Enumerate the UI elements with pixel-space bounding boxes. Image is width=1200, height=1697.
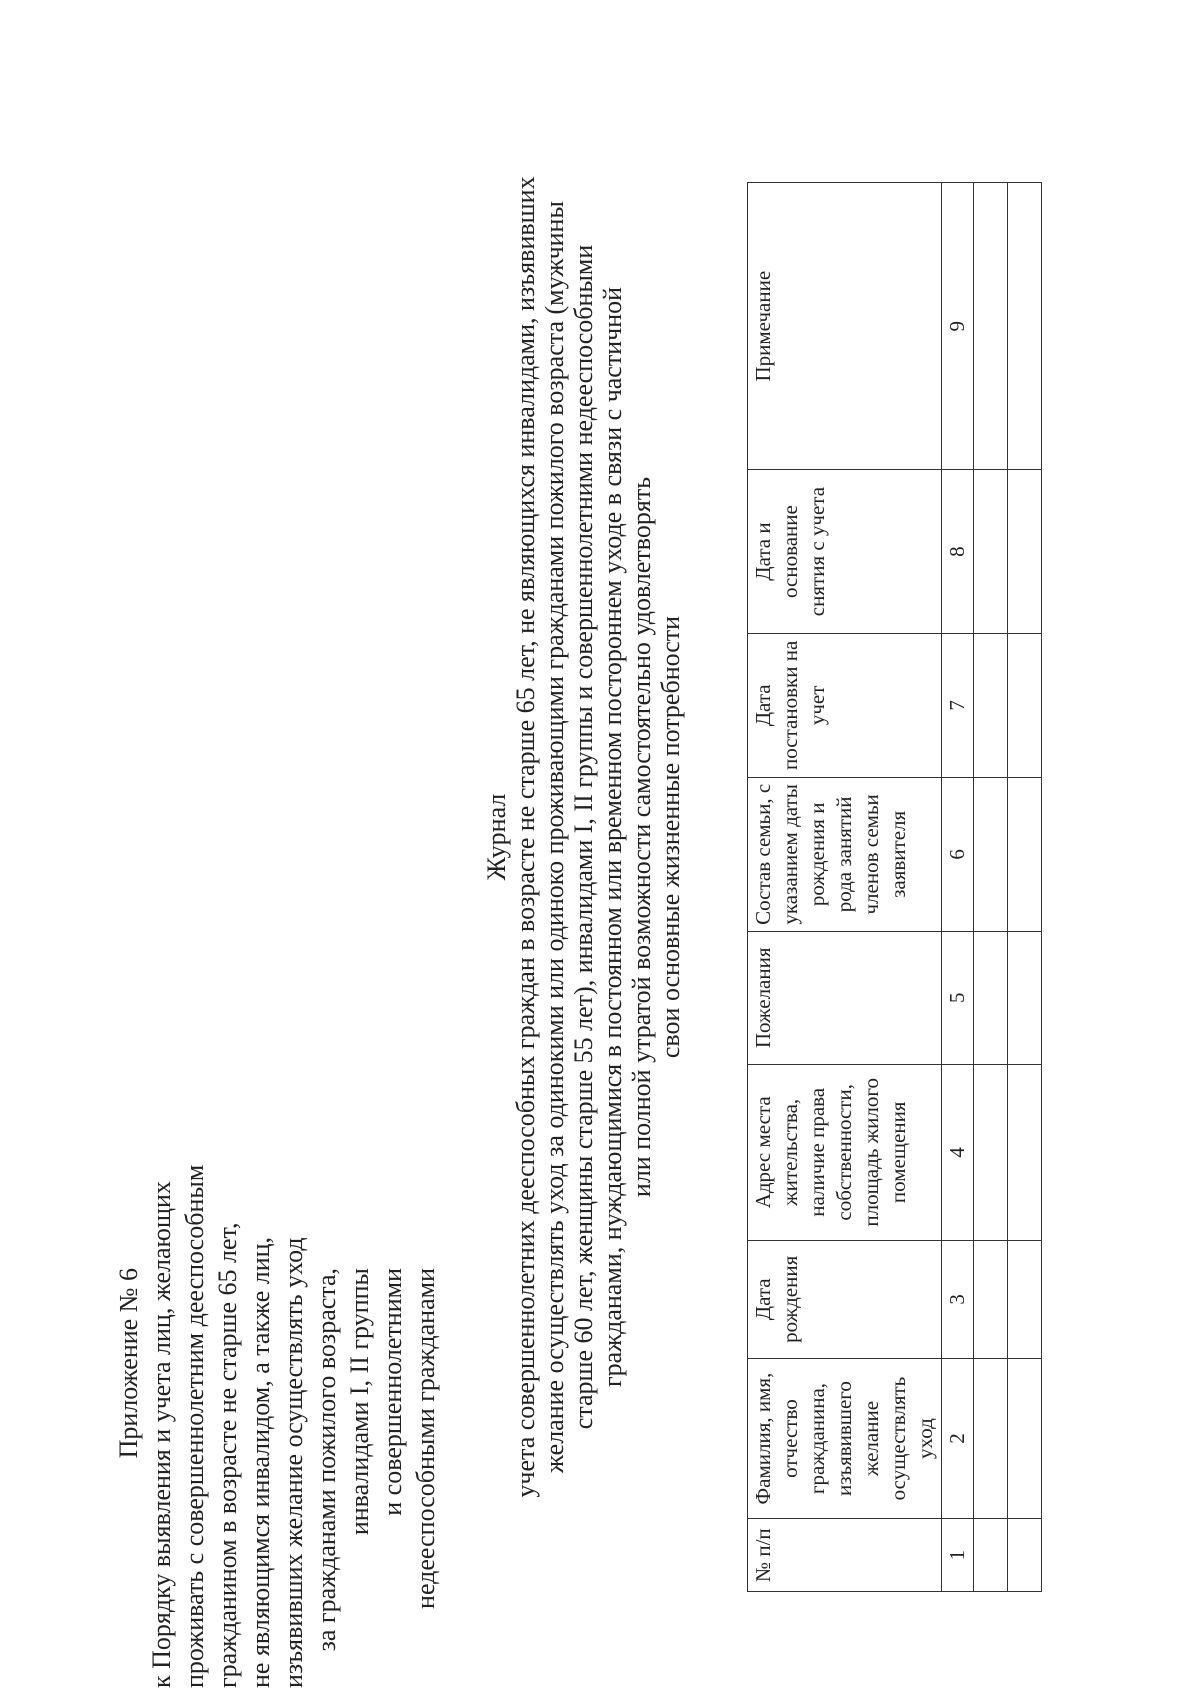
appendix-line: инвалидами I, II группы	[345, 1268, 374, 1536]
journal-title: Журнал	[482, 793, 511, 881]
table-cell	[1008, 1358, 1042, 1518]
table-cell	[1008, 931, 1042, 1064]
column-number-cell: 2	[942, 1358, 974, 1518]
table-numbering-row	[942, 183, 974, 1592]
column-number-cell: 1	[942, 1519, 974, 1592]
table-cell	[974, 1064, 1008, 1240]
journal-heading	[482, 172, 685, 1502]
appendix-line: гражданином в возрасте не старше 65 лет,	[213, 1222, 242, 1688]
column-number-cell: 9	[942, 183, 974, 470]
column-number-cell: 4	[942, 1064, 974, 1240]
column-number-cell: 7	[942, 633, 974, 777]
table-header-row	[748, 183, 942, 1592]
table-cell	[1008, 633, 1042, 777]
journal-subtitle-line: желание осуществлять уход за одинокими или одиноко проживающими гражданами пожилого возраста (мужчины	[540, 201, 569, 1473]
column-header-address: Адрес места жительства, наличие права собственности, площадь жилого помещения	[748, 1064, 942, 1240]
table-cell	[974, 470, 1008, 633]
journal-subtitle-line: учета совершеннолетних дееспособных граждан в возрасте не старше 65 лет, не являющихся инвалидами, изъявивших	[511, 176, 540, 1498]
appendix-header	[112, 1164, 442, 1688]
table-cell	[1008, 777, 1042, 931]
column-number-cell: 3	[942, 1240, 974, 1358]
column-header-birth-date: Дата рождения	[748, 1240, 942, 1358]
journal-subtitle-line: старше 60 лет, женщины старше 55 лет), инвалидами I, II группы и совершеннолетними недееспособными	[569, 244, 598, 1430]
column-number-cell: 6	[942, 777, 974, 931]
journal-subtitle-line: свои основные жизненные потребности	[656, 615, 685, 1059]
table-cell	[974, 183, 1008, 470]
table-cell	[974, 633, 1008, 777]
column-number-cell: 8	[942, 470, 974, 633]
table-cell	[974, 1240, 1008, 1358]
journal-subtitle-line: гражданами, нуждающимися в постоянном или временном постороннем уходе в связи с частичной	[598, 286, 627, 1388]
table-cell	[974, 1358, 1008, 1518]
table-cell	[974, 777, 1008, 931]
column-number-cell: 5	[942, 931, 974, 1064]
table-row	[1008, 183, 1042, 1592]
table-cell	[1008, 1240, 1042, 1358]
column-header-note: Примечание	[748, 183, 942, 470]
appendix-line: не являющимся инвалидом, а также лиц,	[246, 1236, 275, 1688]
column-header-wishes: Пожелания	[748, 931, 942, 1064]
table-cell	[1008, 1064, 1042, 1240]
appendix-line: проживать с совершеннолетним дееспособным	[180, 1164, 209, 1688]
journal-subtitle-line: или полной утратой возможности самостоятельно удовлетворять	[627, 476, 656, 1198]
column-header-registration-date: Дата постановки на учет	[748, 633, 942, 777]
appendix-line: изъявивших желание осуществлять уход	[279, 1237, 308, 1688]
table-cell	[974, 1519, 1008, 1592]
table-row	[974, 183, 1008, 1592]
column-header-family: Состав семьи, с указанием даты рождения и рода занятий членов семьи заявителя	[748, 777, 942, 931]
table-cell	[974, 931, 1008, 1064]
table-cell	[1008, 1519, 1042, 1592]
journal-table	[747, 182, 1042, 1592]
column-header-deregistration: Дата и основание снятия с учета	[748, 470, 942, 633]
appendix-line: Приложение № 6	[114, 1268, 143, 1459]
appendix-line: к Порядку выявления и учета лиц, желающих	[147, 1181, 176, 1688]
table-cell	[1008, 183, 1042, 470]
column-header-full-name: Фамилия, имя, отчество гражданина, изъявившего желание осуществлять уход	[748, 1358, 942, 1518]
appendix-line: за гражданами пожилого возраста,	[312, 1268, 341, 1652]
appendix-line: и совершеннолетними	[378, 1268, 407, 1516]
column-header-number: № п/п	[748, 1519, 942, 1592]
table-cell	[1008, 470, 1042, 633]
appendix-line: недееспособными гражданами	[411, 1268, 440, 1609]
